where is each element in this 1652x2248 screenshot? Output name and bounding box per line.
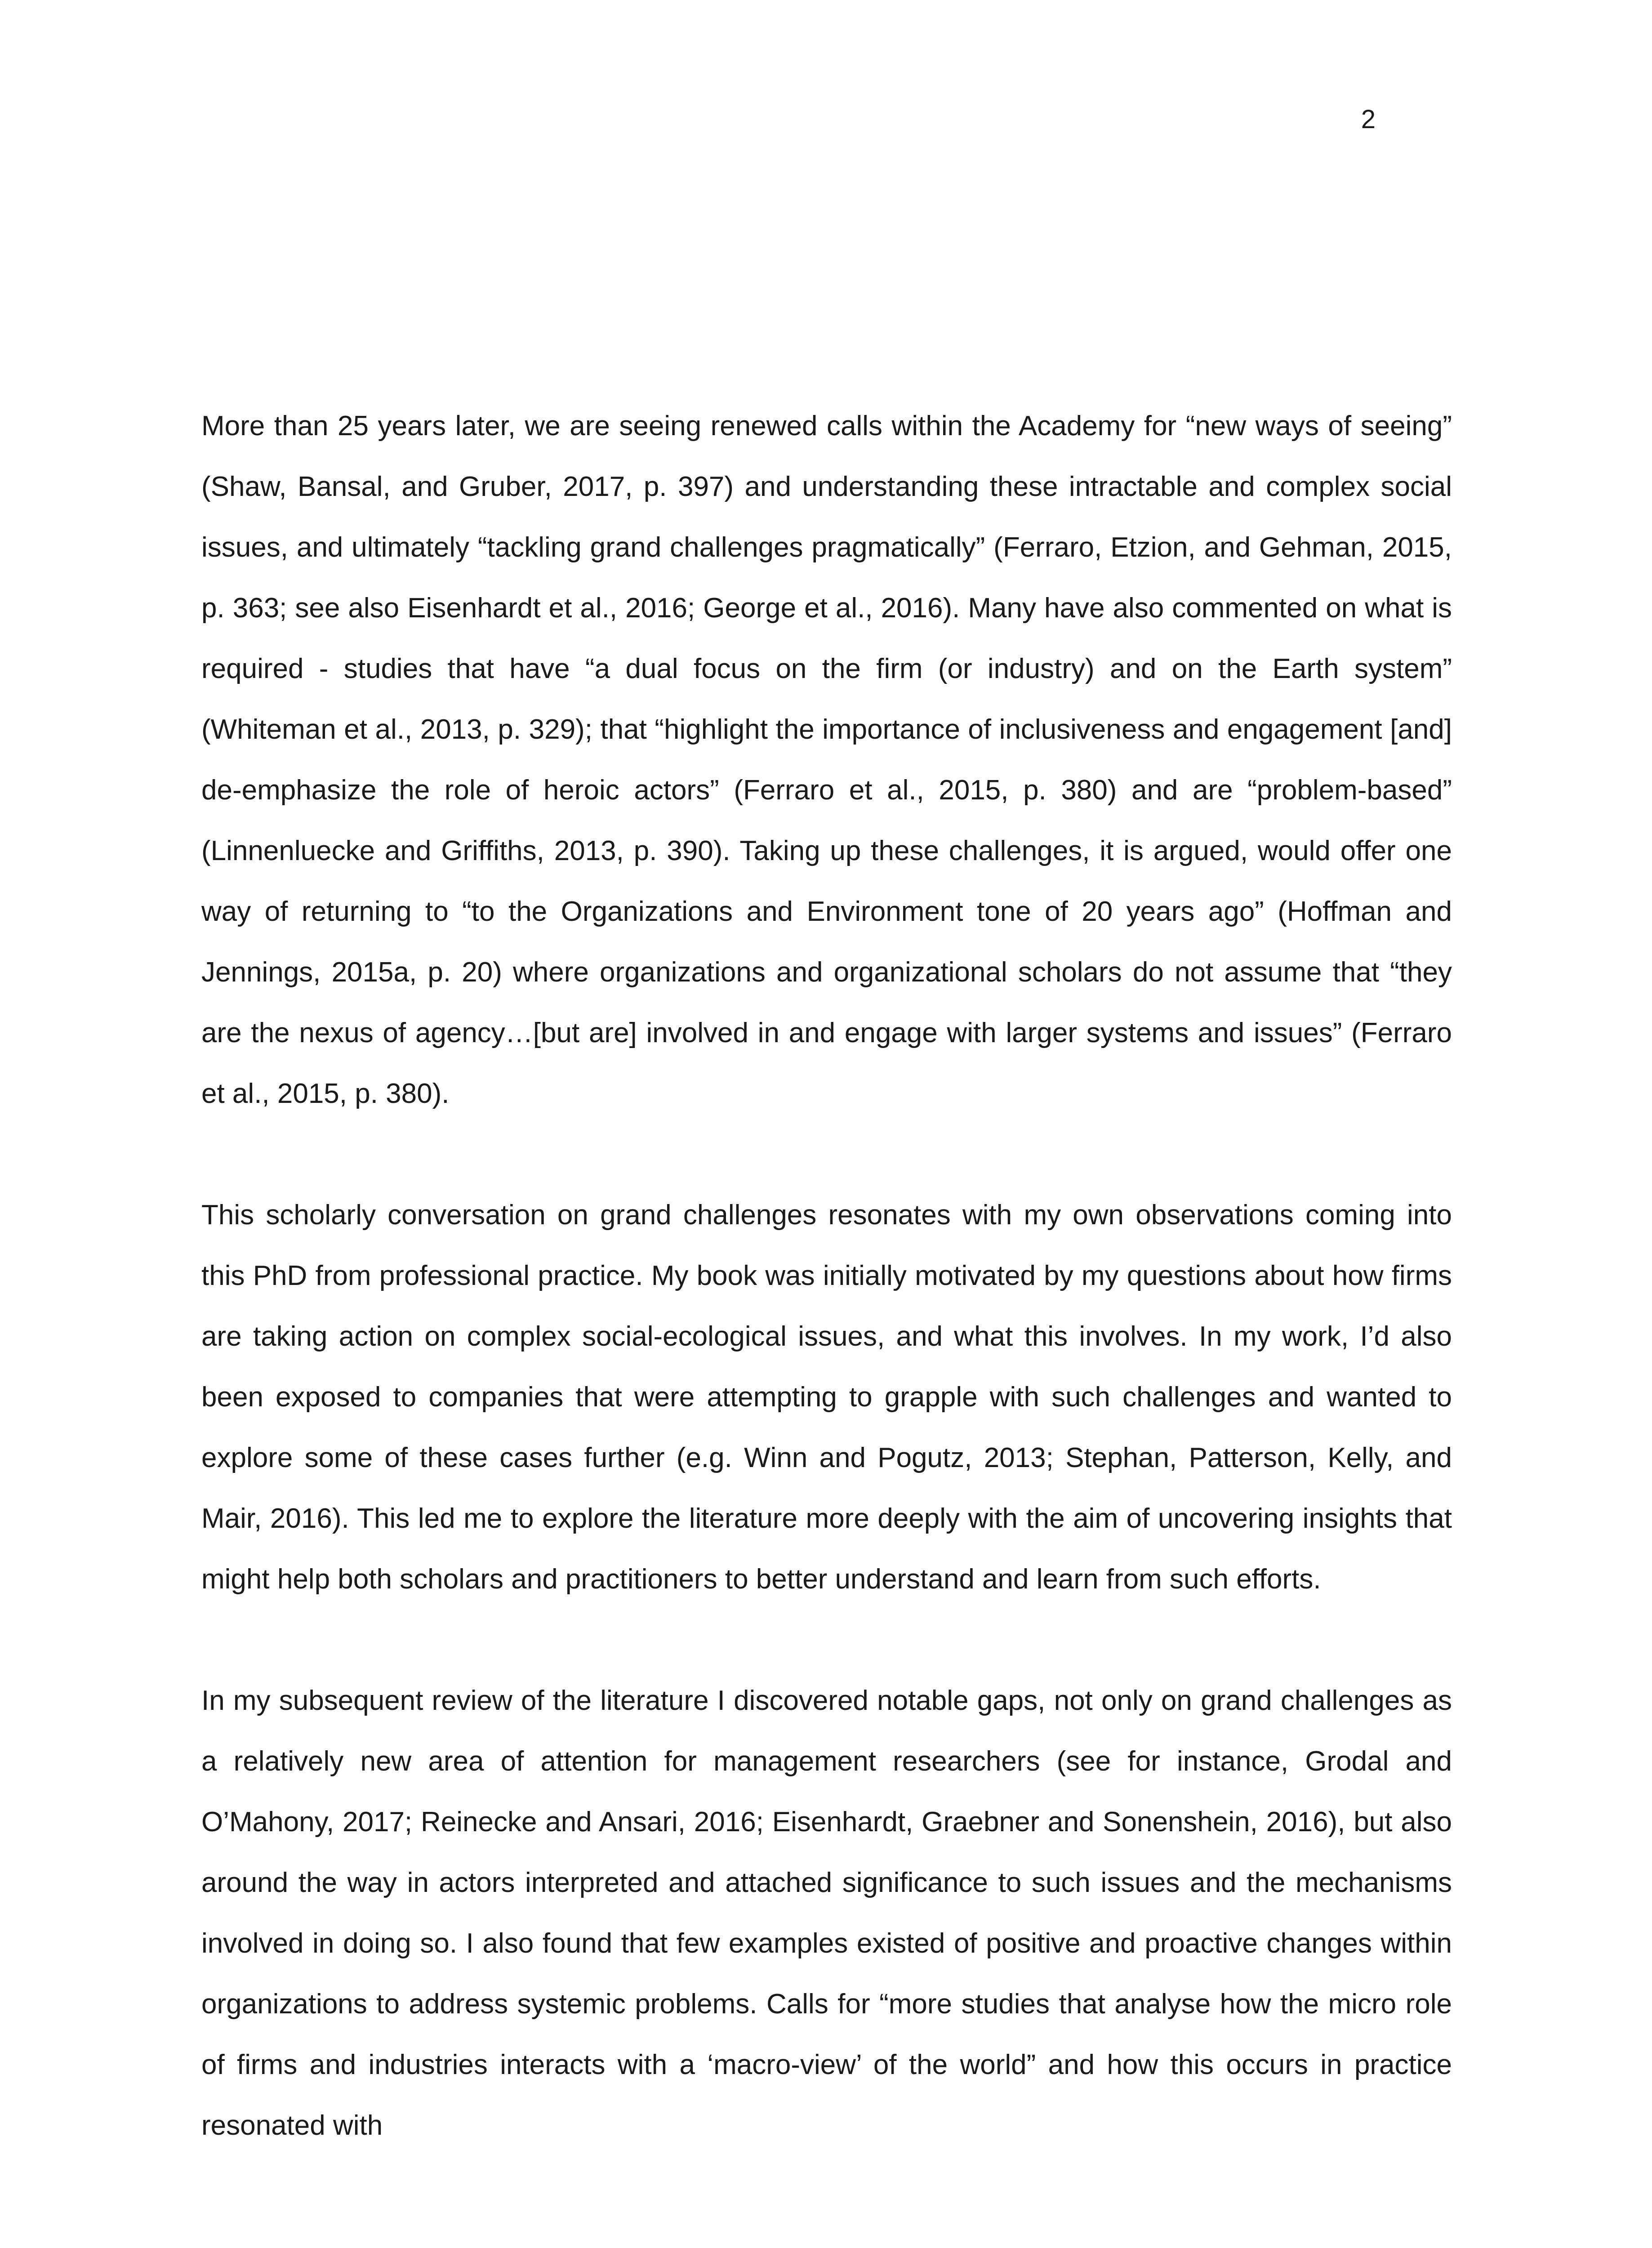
body-text — [201, 396, 1452, 2156]
page-number: 2 — [1361, 105, 1376, 134]
paragraph-1: More than 25 years later, we are seeing renewed calls within the Academy for “new ways of seeing” (Shaw, Bansal, and Gruber, 2017, p. 397) and understanding these intractable and complex social issues, and ultimately “tackling grand challenges pragmatically” (Ferraro, Etzion, and Gehman, 2015, p. 363; see also Eisenhardt et al., 2016; George et al., 2016). Many have also commented on what is required - studies that have “a dual focus on the firm (or industry) and on the Earth system” (Whiteman et al., 2013, p. 329); that “highlight the importance of inclusiveness and engagement [and] de-emphasize the role of heroic actors” (Ferraro et al., 2015, p. 380) and are “problem-based” (Linnenluecke and Griffiths, 2013, p. 390). Taking up these challenges, it is argued, would offer one way of returning to “to the Organizations and Environment tone of 20 years ago” (Hoffman and Jennings, 2015a, p. 20) where organizations and organizational scholars do not assume that “they are the nexus of agency…[but are] involved in and engage with larger systems and issues” (Ferraro et al., 2015, p. 380). — [201, 410, 1452, 1109]
paragraph-3: In my subsequent review of the literature I discovered notable gaps, not only on grand challenges as a relatively new area of attention for management researchers (see for instance, Grodal and O’Mahony, 2017; Reinecke and Ansari, 2016; Eisenhardt, Graebner and Sonenshein, 2016), but also around the way in actors interpreted and attached significance to such issues and the mechanisms involved in doing so. I also found that few examples existed of positive and proactive changes within organizations to address systemic problems. Calls for “more studies that analyse how the micro role of firms and industries interacts with a ‘macro-view’ of the world” and how this occurs in practice resonated with — [201, 1685, 1452, 2141]
paragraph-2: This scholarly conversation on grand challenges resonates with my own observations coming into this PhD from professional practice. My book was initially motivated by my questions about how firms are taking action on complex social-ecological issues, and what this involves. In my work, I’d also been exposed to companies that were attempting to grapple with such challenges and wanted to explore some of these cases further (e.g. Winn and Pogutz, 2013; Stephan, Patterson, Kelly, and Mair, 2016). This led me to explore the literature more deeply with the aim of uncovering insights that might help both scholars and practitioners to better understand and learn from such efforts. — [201, 1200, 1452, 1595]
